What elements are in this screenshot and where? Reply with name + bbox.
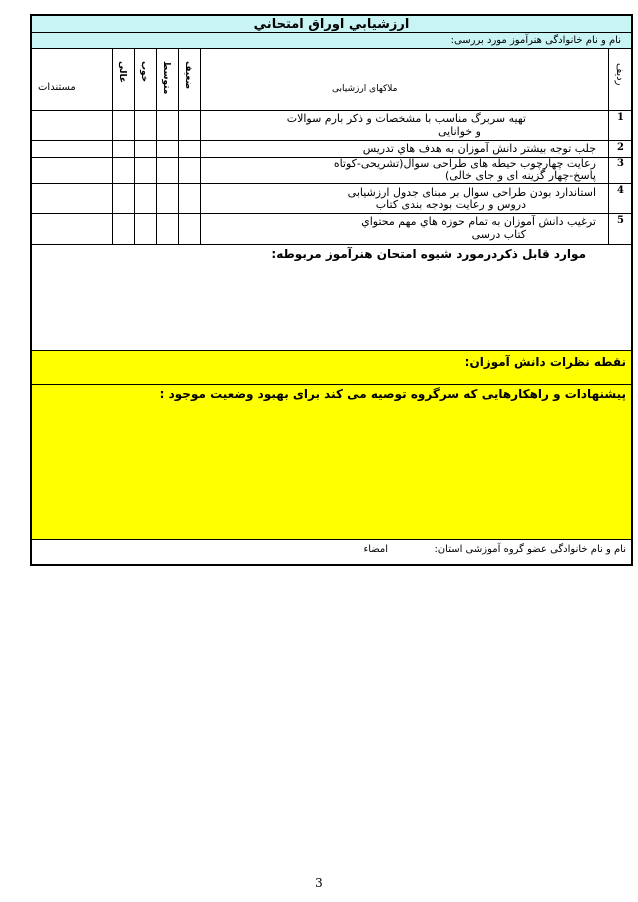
- criteria-text: کتاب درسی: [471, 228, 526, 241]
- header-criteria: ملاکهای ارزشیابی: [332, 84, 398, 94]
- notes-label: موارد قابل ذکردرمورد شیوه امتحان هنرآموز مربوطه:: [271, 247, 586, 261]
- member-name-label: نام و نام خانوادگی عضو گروه آموزشی استان:: [434, 544, 626, 555]
- student-views-section: [32, 351, 631, 385]
- header-excellent: عالی: [117, 61, 127, 84]
- form-title: ارزشیابي اوراق امتحاني: [32, 16, 631, 33]
- row-number: 3: [617, 158, 624, 169]
- header-average: متوسط: [161, 61, 171, 95]
- row-number: 1: [617, 112, 624, 123]
- page-number: 3: [315, 876, 323, 890]
- row-number: 4: [617, 185, 624, 196]
- criteria-text: استاندارد بودن طراحی سوال بر مبنای جدول ارزشیابی: [347, 186, 596, 199]
- criteria-text: ترغیب دانش آموزان به تمام حوزه هاي مهم محتواي: [361, 215, 596, 228]
- header-weak: ضعیف: [183, 61, 193, 90]
- header-good: خوب: [139, 61, 149, 83]
- row-number: 5: [617, 215, 624, 226]
- criteria-text: پاسخ-چهار گزینه ای و جای خالی): [444, 169, 596, 182]
- header-row-number: ردیف: [614, 63, 625, 86]
- criteria-text: رعایت چهارچوب حیطه های طراحی سوال(تشریحی-کوتاه: [333, 157, 596, 170]
- footer-row: [32, 540, 631, 564]
- signature-label: امضاء: [363, 544, 389, 555]
- criteria-text: جلب توجه بیشتر دانش آموزان به هدف هاي تدریس: [362, 142, 596, 155]
- criteria-table: [32, 49, 631, 245]
- teacher-name-label: نام و نام خانوادگی هنرآموز مورد بررسی:: [32, 33, 631, 49]
- notes-section: [32, 244, 631, 351]
- criteria-text: دروس و رعایت بودجه بندی کتاب: [375, 198, 526, 211]
- student-views-label: نقطه نظرات دانش آموزان:: [464, 355, 626, 369]
- criteria-text: تهیه سربرگ مناسب با مشخصات و ذکر بارم سوالات: [286, 112, 526, 125]
- suggestions-section: [32, 385, 631, 540]
- evaluation-form: [30, 14, 633, 566]
- row-number: 2: [617, 142, 624, 153]
- criteria-text: و خوانایی: [438, 125, 481, 138]
- header-evidence: مستندات: [38, 82, 76, 93]
- suggestions-label: پیشنهادات و راهکارهایی که سرگروه توصیه می کند برای بهبود وضعیت موجود :: [159, 387, 626, 401]
